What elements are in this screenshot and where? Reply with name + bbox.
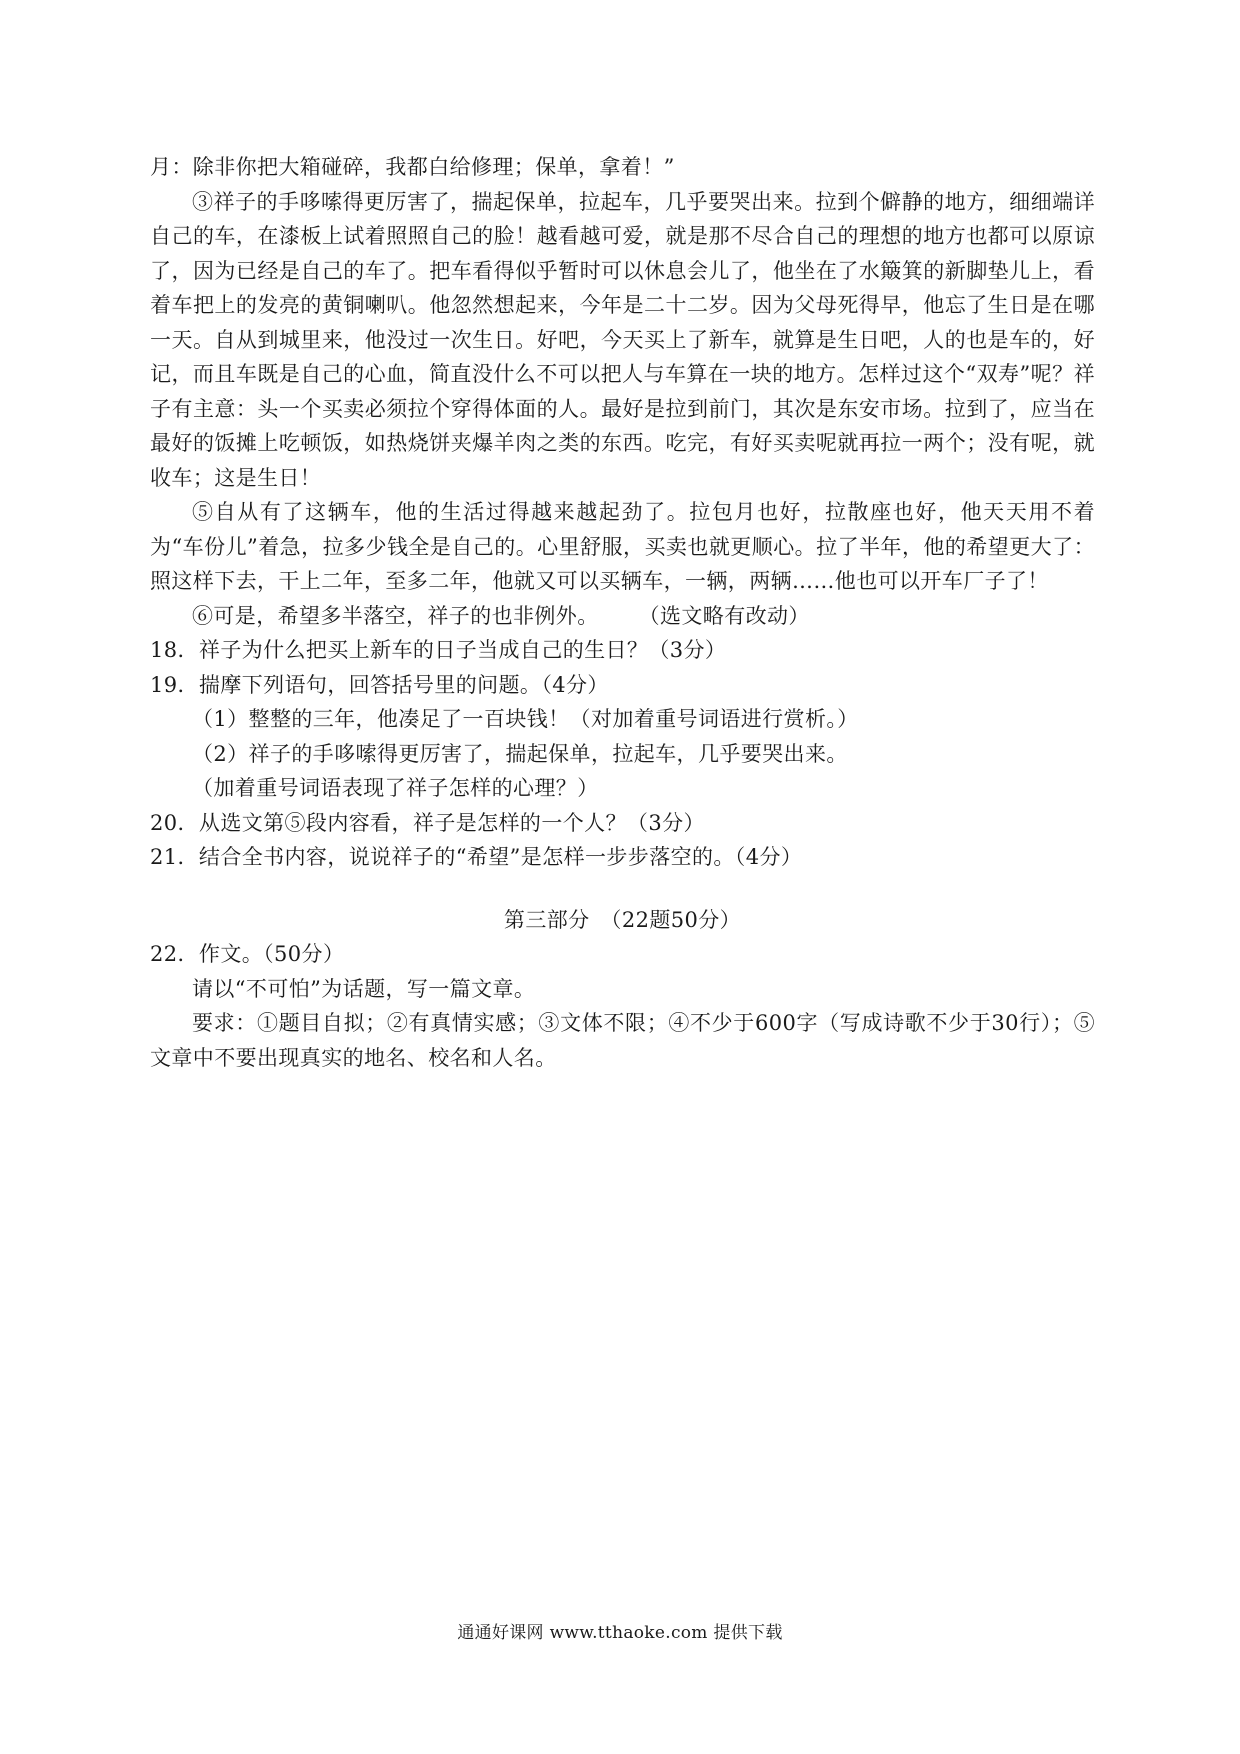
passage-paragraph-5: ⑤自从有了这辆车，他的生活过得越来越起劲了。拉包月也好，拉散座也好，他天天用不着为“车份儿”着急，拉多少钱全是自己的。心里舒服，买卖也就更顺心。拉了半年，他的希望更大了：照这样下去，干上二年，至多二年，他就又可以买辆车，一辆，两辆……他也可以开车厂子了！ (150, 500, 1095, 593)
footer-source: 通通好课网 www.tthaoke.com 提供下载 (457, 1623, 783, 1643)
question-19-part-1: （1）整整的三年，他凑足了一百块钱！（对加着重号词语进行赏析。） (192, 707, 859, 731)
paragraph-6-text: ⑥可是，希望多半落空，祥子的也非例外。 (192, 603, 599, 628)
question-19-part-2-note: （加着重号词语表现了祥子怎样的心理？） (192, 776, 599, 800)
question-19-part-2: （2）祥子的手哆嗦得更厉害了，揣起保单，拉起车，几乎要哭出来。 (192, 741, 848, 766)
question-20: 20．从选文第⑤段内容看，祥子是怎样的一个人？（3分） (150, 810, 705, 835)
essay-requirements: 要求：①题目自拟；②有真情实感；③文体不限；④不少于600字（写成诗歌不少于30行）；⑤文章中不要出现真实的地名、校名和人名。 (150, 1011, 1095, 1070)
question-18: 18．祥子为什么把买上新车的日子当成自己的生日？（3分） (150, 638, 727, 662)
question-19: 19．揣摩下列语句，回答括号里的问题。（4分） (150, 672, 609, 697)
excerpt-note: （选文略有改动） (638, 603, 810, 628)
passage-line-continued: 月：除非你把大箱碰碎，我都白给修理；保单，拿着！” (150, 155, 675, 179)
essay-prompt: 请以“不可怕”为话题，写一篇文章。 (192, 976, 536, 1001)
page-content (150, 150, 1095, 1075)
passage-paragraph-6 (150, 599, 1095, 634)
question-21: 21．结合全书内容，说说祥子的“希望”是怎样一步步落空的。（4分） (150, 845, 803, 869)
passage-paragraph-3: ③祥子的手哆嗦得更厉害了，揣起保单，拉起车，几乎要哭出来。拉到个僻静的地方，细细端详自己的车，在漆板上试着照照自己的脸！越看越可爱，就是那不尽合自己的理想的地方也都可以原谅了，因为已经是自己的车了。把车看得似乎暂时可以休息会儿了，他坐在了水簸箕的新脚垫儿上，看着车把上的发亮的黄铜喇叭。他忽然想起来，今年是二十二岁。因为父母死得早，他忘了生日是在哪一天。自从到城里来，他没过一次生日。好吧，今天买上了新车，就算是生日吧，人的也是车的，好记，而且车既是自己的心血，简直没什么不可以把人与车算在一块的地方。怎样过这个“双寿”呢？祥子有主意：头一个买卖必须拉个穿得体面的人。最好是拉到前门，其次是东安市场。拉到了，应当在最好的饭摊上吃顿饭，如热烧饼夹爆羊肉之类的东西。吃完，有好买卖呢就再拉一两个；没有呢，就收车；这是生日！ (150, 189, 1095, 490)
part-3-title: 第三部分 （22题50分） (503, 907, 742, 932)
question-22: 22．作文。（50分） (150, 942, 345, 966)
